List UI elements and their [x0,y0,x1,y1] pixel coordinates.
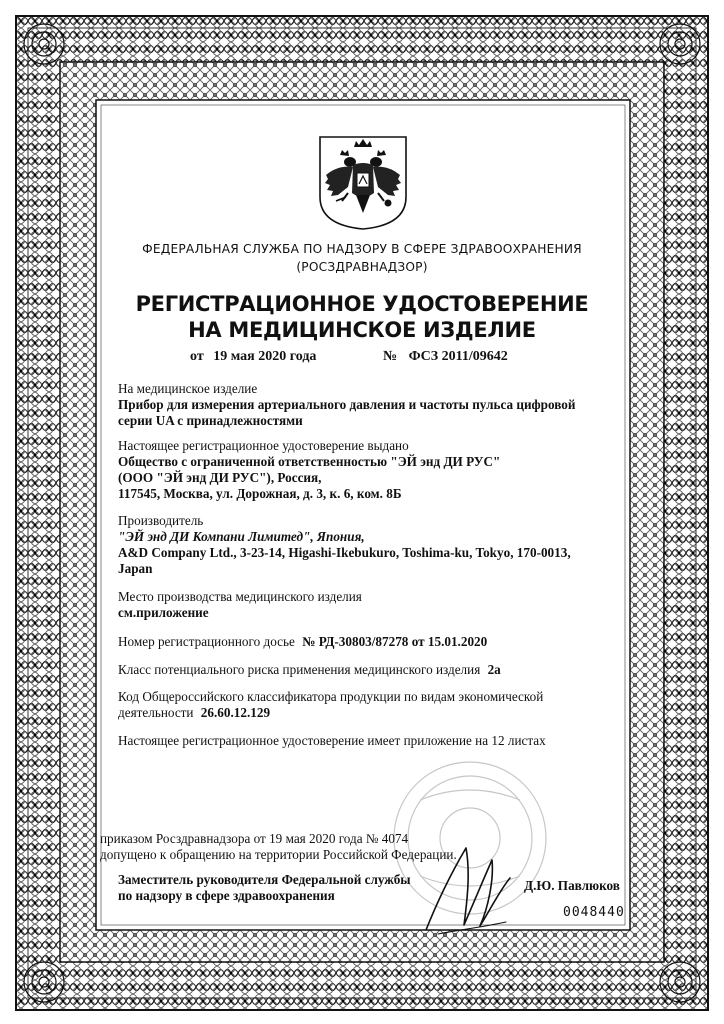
manufacturer-name: "ЭЙ энд ДИ Компани Лимитед", Япония, [118,529,365,544]
production-place-value: см.приложение [118,605,209,620]
device-name-line1: Прибор для измерения артериального давления и частоты пульса цифровой [118,397,576,412]
document-title-line1: РЕГИСТРАЦИОННОЕ УДОСТОВЕРЕНИЕ [135,292,589,316]
okp-label-line1: Код Общероссийского классификатора продукции по видам экономической [118,689,544,704]
appendix-note: Настоящее регистрационное удостоверение имеет приложение на 12 листах [118,733,546,748]
okp-code: 26.60.12.129 [200,705,271,720]
agency-name: ФЕДЕРАЛЬНАЯ СЛУЖБА ПО НАДЗОРУ В СФЕРЕ ЗДРАВООХРАНЕНИЯ [142,242,582,256]
holder-name-line1: Общество с ограниченной ответственностью "ЭЙ энд ДИ РУС" [118,454,501,469]
certificate-number: ФСЗ 2011/09642 [408,349,508,364]
signatory-name: Д.Ю. Павлюков [524,878,620,893]
manufacturer-country: Japan [118,561,153,576]
dossier-number: № РД-30803/87278 от 15.01.2020 [302,634,488,649]
date-label: от [190,349,204,364]
number-sign: № [383,349,398,364]
holder-name-line2: (ООО "ЭЙ энд ДИ РУС"), Россия, [118,470,322,485]
issue-date: 19 мая 2020 года [213,349,317,364]
okp-label-line2: деятельности [118,705,194,720]
device-label: На медицинское изделие [118,381,258,396]
production-place-label: Место производства медицинского изделия [118,589,362,604]
signatory-title-line1: Заместитель руководителя Федеральной службы [118,872,411,887]
order-line1: приказом Росздравнадзора от 19 мая 2020 года № 4074 [100,831,409,846]
manufacturer-address: A&D Company Ltd., 3-23-14, Higashi-Ikebukuro, Toshima-ku, Tokyo, 170-0013, [118,545,571,560]
dossier-label: Номер регистрационного досье [118,634,295,649]
handwritten-signature-icon [418,830,518,940]
manufacturer-label: Производитель [118,513,204,528]
device-name-line2: серии UA с принадлежностями [118,413,303,428]
document-title-line2: НА МЕДИЦИНСКОЕ ИЗДЕЛИЕ [188,318,536,342]
order-line2: допущено к обращению на территории Российской Федерации. [100,847,457,862]
risk-class-value: 2а [487,662,501,677]
agency-abbreviation: (РОСЗДРАВНАДЗОР) [296,260,428,274]
issued-to-label: Настоящее регистрационное удостоверение выдано [118,438,409,453]
risk-class-label: Класс потенциального риска применения медицинского изделия [118,662,481,677]
serial-number: 0048440 [563,905,625,920]
holder-address: 117545, Москва, ул. Дорожная, д. 3, к. 6, ком. 8Б [118,486,402,501]
signatory-title-line2: по надзору в сфере здравоохранения [118,888,335,903]
